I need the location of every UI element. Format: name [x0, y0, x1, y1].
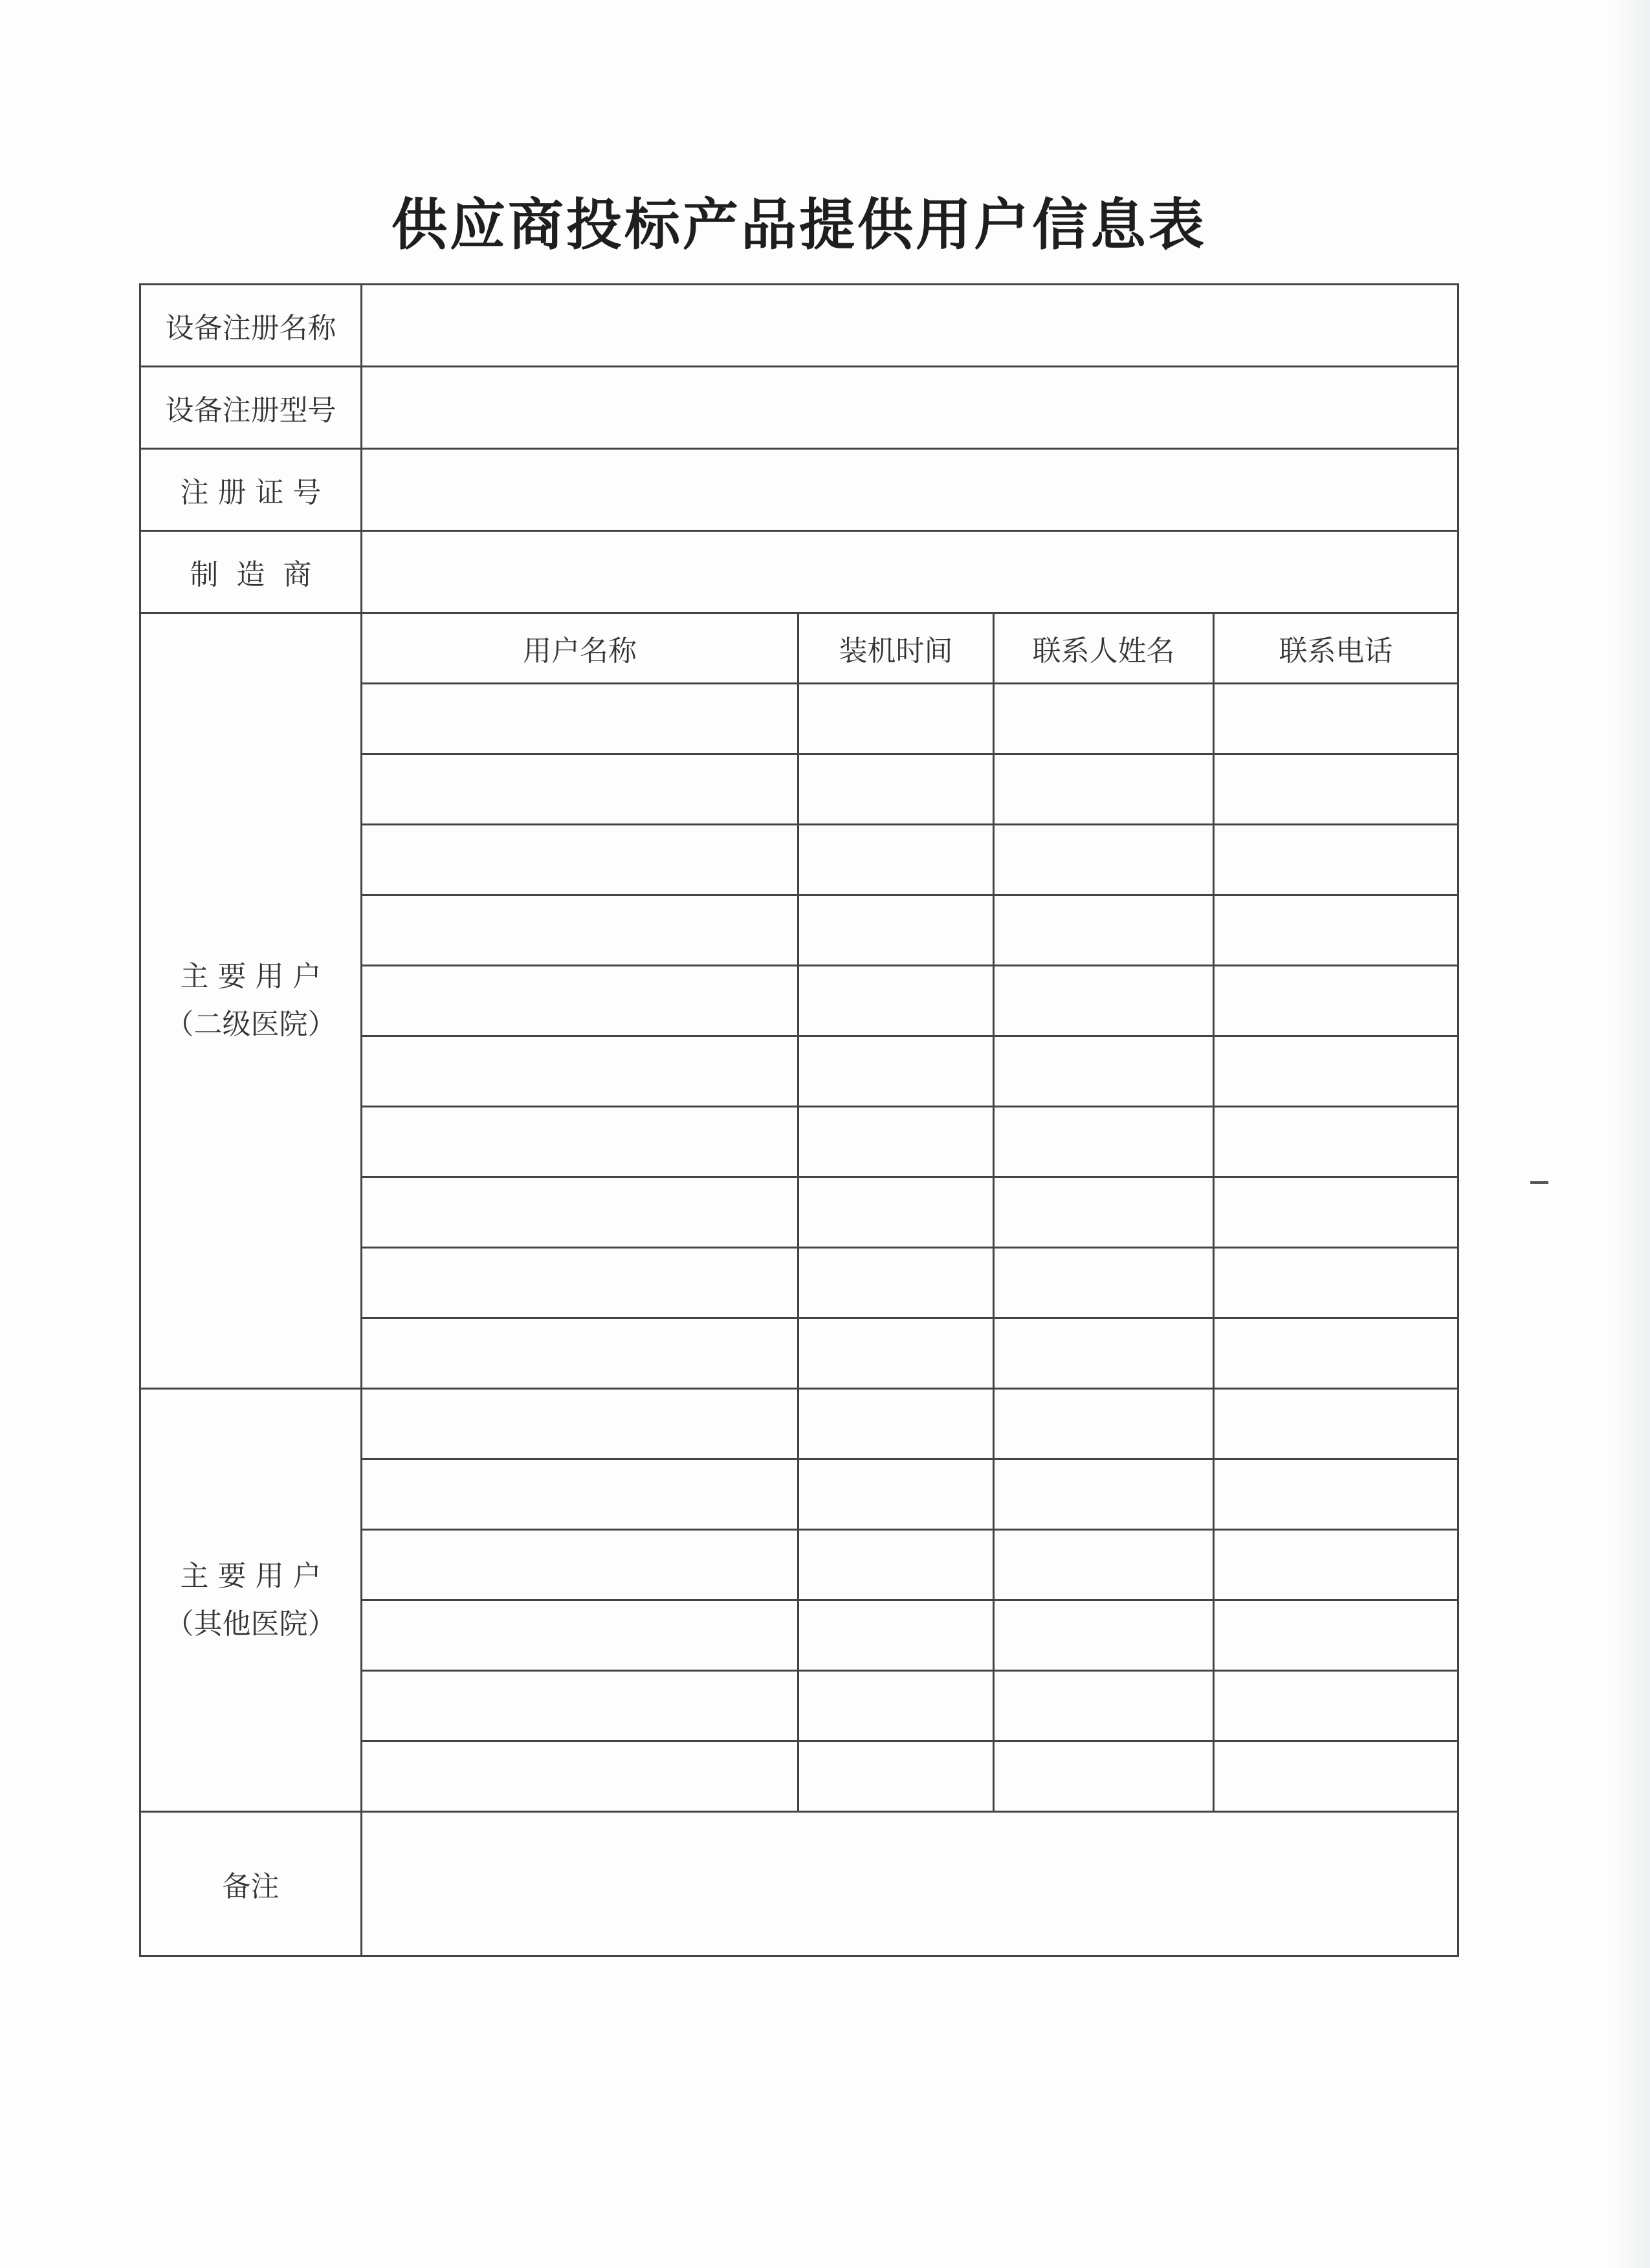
table-cell[interactable] — [994, 1107, 1214, 1177]
table-cell[interactable] — [1214, 1318, 1458, 1389]
table-cell[interactable] — [362, 684, 798, 754]
table-cell[interactable] — [798, 1107, 994, 1177]
table-cell[interactable] — [798, 1671, 994, 1741]
table-cell[interactable] — [994, 895, 1214, 966]
column-header-contact-phone: 联系电话 — [1214, 613, 1458, 684]
field-device-name[interactable] — [362, 285, 1458, 367]
field-device-model[interactable] — [362, 367, 1458, 449]
table-cell[interactable] — [798, 1036, 994, 1107]
table-cell[interactable] — [798, 1248, 994, 1318]
table-cell[interactable] — [798, 1318, 994, 1389]
field-manufacturer[interactable] — [362, 531, 1458, 613]
table-cell[interactable] — [1214, 1389, 1458, 1459]
label-device-name: 设备注册名称 — [140, 285, 362, 367]
table-cell[interactable] — [362, 1177, 798, 1248]
table-cell[interactable] — [994, 1389, 1214, 1459]
group-label-line: （其他医院） — [165, 1607, 336, 1641]
group-label-other-hospitals — [140, 1389, 362, 1812]
table-cell[interactable] — [994, 754, 1214, 825]
table-cell[interactable] — [1214, 1741, 1458, 1812]
table-cell[interactable] — [798, 1389, 994, 1459]
label-device-model: 设备注册型号 — [140, 367, 362, 449]
table-cell[interactable] — [798, 895, 994, 966]
table-cell[interactable] — [362, 895, 798, 966]
table-cell[interactable] — [1214, 895, 1458, 966]
table-cell[interactable] — [362, 825, 798, 895]
table-cell[interactable] — [798, 1459, 994, 1530]
table-cell[interactable] — [798, 754, 994, 825]
scan-edge-shadow — [1611, 0, 1650, 2268]
table-cell[interactable] — [1214, 825, 1458, 895]
table-cell[interactable] — [1214, 1530, 1458, 1600]
table-cell[interactable] — [994, 1318, 1214, 1389]
field-remarks[interactable] — [362, 1812, 1458, 1956]
column-header-install-time: 装机时间 — [798, 613, 994, 684]
table-row — [140, 1389, 1458, 1459]
table-cell[interactable] — [1214, 684, 1458, 754]
table-cell[interactable] — [362, 1389, 798, 1459]
table-cell[interactable] — [994, 966, 1214, 1036]
group-label-line: 主 要 用 户 — [180, 1559, 322, 1593]
table-cell[interactable] — [994, 825, 1214, 895]
table-cell[interactable] — [994, 1036, 1214, 1107]
table-cell[interactable] — [1214, 1107, 1458, 1177]
table-cell[interactable] — [362, 966, 798, 1036]
table-cell[interactable] — [994, 1459, 1214, 1530]
table-cell[interactable] — [994, 1248, 1214, 1318]
field-registration-number[interactable] — [362, 449, 1458, 531]
table-cell[interactable] — [1214, 1459, 1458, 1530]
label-registration-number: 注 册 证 号 — [140, 449, 362, 531]
group-label-line: 主 要 用 户 — [180, 960, 322, 993]
table-cell[interactable] — [362, 1248, 798, 1318]
table-cell[interactable] — [1214, 1248, 1458, 1318]
table-cell[interactable] — [798, 825, 994, 895]
table-cell[interactable] — [994, 1177, 1214, 1248]
column-header-user-name: 用户名称 — [362, 613, 798, 684]
table-cell[interactable] — [798, 1600, 994, 1671]
table-cell[interactable] — [798, 1530, 994, 1600]
table-cell[interactable] — [1214, 754, 1458, 825]
group-label-secondary-hospitals — [140, 613, 362, 1389]
table-cell[interactable] — [1214, 1600, 1458, 1671]
table-cell[interactable] — [362, 1036, 798, 1107]
table-cell[interactable] — [798, 684, 994, 754]
table-cell[interactable] — [1214, 1177, 1458, 1248]
table-cell[interactable] — [362, 1741, 798, 1812]
group-label-line: （二级医院） — [165, 1008, 336, 1041]
user-info-form — [139, 283, 1459, 1957]
scan-speck — [1530, 1181, 1548, 1184]
table-cell[interactable] — [362, 1107, 798, 1177]
column-header-contact-name: 联系人姓名 — [994, 613, 1214, 684]
page-title: 供应商投标产品提供用户信息表 — [391, 192, 1207, 257]
table-cell[interactable] — [362, 1600, 798, 1671]
table-cell[interactable] — [362, 1671, 798, 1741]
label-manufacturer: 制 造 商 — [140, 531, 362, 613]
table-cell[interactable] — [798, 1741, 994, 1812]
label-remarks: 备注 — [140, 1812, 362, 1956]
table-cell[interactable] — [994, 1530, 1214, 1600]
table-cell[interactable] — [1214, 1671, 1458, 1741]
table-cell[interactable] — [362, 1318, 798, 1389]
table-cell[interactable] — [798, 966, 994, 1036]
table-cell[interactable] — [994, 1741, 1214, 1812]
table-cell[interactable] — [994, 684, 1214, 754]
table-cell[interactable] — [798, 1177, 994, 1248]
table-cell[interactable] — [1214, 966, 1458, 1036]
table-cell[interactable] — [362, 754, 798, 825]
table-cell[interactable] — [994, 1671, 1214, 1741]
table-cell[interactable] — [1214, 1036, 1458, 1107]
table-cell[interactable] — [994, 1600, 1214, 1671]
table-cell[interactable] — [362, 1530, 798, 1600]
table-cell[interactable] — [362, 1459, 798, 1530]
